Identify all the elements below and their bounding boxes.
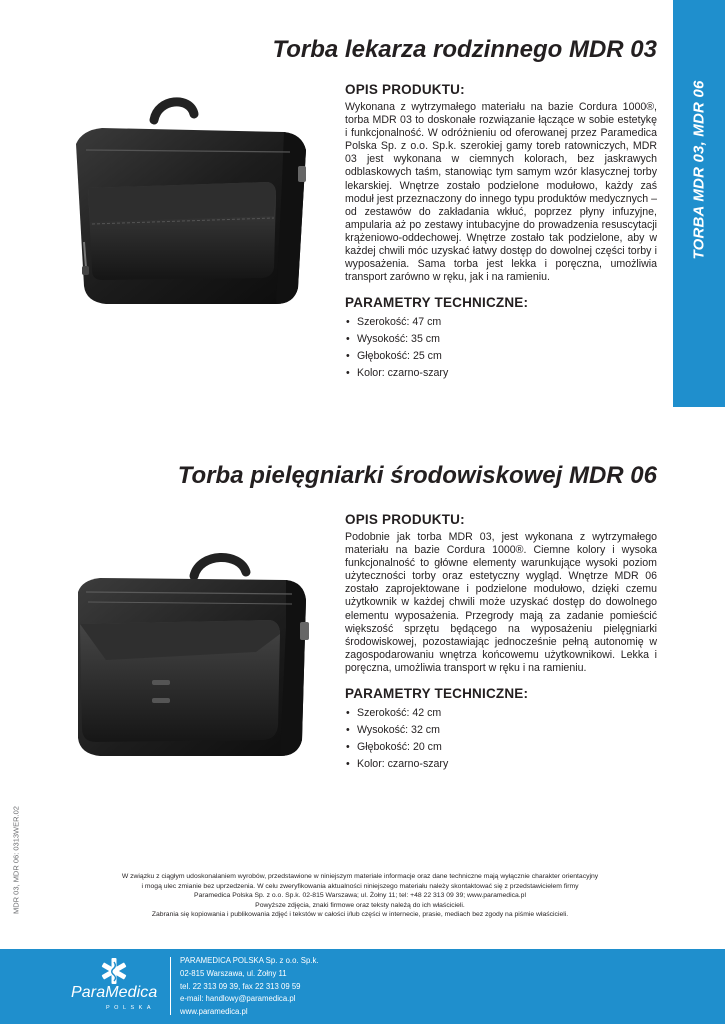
product-1-description-heading: OPIS PRODUKTU: <box>345 82 465 97</box>
param-width: • Szerokość: 47 cm <box>345 314 657 331</box>
side-tab <box>673 0 725 407</box>
product-2-bag-image <box>60 548 328 764</box>
param-color: • Kolor: czarno-szary <box>345 365 657 382</box>
param-depth: • Głębokość: 25 cm <box>345 348 657 365</box>
product-2-description-heading: OPIS PRODUKTU: <box>345 512 465 527</box>
param-depth: • Głębokość: 20 cm <box>345 739 657 756</box>
logo-wordmark: ParaMedica <box>71 984 158 1001</box>
footer-divider <box>170 957 171 1015</box>
product-1-info <box>345 82 657 382</box>
product-1-bag-image <box>62 92 326 314</box>
param-width: • Szerokość: 42 cm <box>345 705 657 722</box>
product-1-params-list <box>345 314 657 382</box>
contact-block <box>180 955 319 1019</box>
param-height: • Wysokość: 35 cm <box>345 331 657 348</box>
param-color: • Kolor: czarno-szary <box>345 756 657 773</box>
document-code: MDR 03, MDR 06: 0313WER.02 <box>11 806 21 914</box>
company-name: PARAMEDICA POLSKA Sp. z o.o. Sp.k. <box>180 956 319 965</box>
product-2-params-heading: PARAMETRY TECHNICZNE: <box>345 686 529 702</box>
footer <box>0 949 725 1024</box>
product-2-title: Torba pielęgniarki środowiskowej MDR 06 <box>177 462 657 489</box>
product-2-params-list <box>345 705 657 773</box>
star-of-life-icon <box>100 957 128 985</box>
product-1-params-heading: PARAMETRY TECHNICZNE: <box>345 295 529 311</box>
product-2-description: Podobnie jak torba MDR 03, jest wykonana z wytrzymałego materiału na bazie Cordura 1000®. Ciemne kolory i wysoka funkcjonalność to główne elementy warunkujące wysoki poziom użyteczności torby oraz estetyczny wygląd. Wnętrze MDR 06 zostało zaprojektowane i podzielone modułowo, dzięki czemu użytkownik w każdej chwili może uzyskać dostęp do dowolnego elementu wyposażenia. Przegrody mają za zadanie pomieścić większość sprzętu będącego na wyposażeniu pielęgniarki środowiskowej, pozostawiając jednocześnie pełną autonomię w zagospodarowaniu wnętrza końcowemu użytkownikowi. Lekka i poręczna, umożliwia transport w ręku i na ramieniu. <box>345 531 657 674</box>
product-1-description: Wykonana z wytrzymałego materiału na bazie Cordura 1000®, torba MDR 03 to doskonałe rozwiązanie łączące w sobie estetykę i funkcjonalność. W odróżnieniu od oferowanej przez Paramedica Polska Sp. z o.o. Sp.k. szerokiej gamy toreb ratowniczych, MDR 03 jest wykonana w ciemnych kolorach, bez jaskrawych odblaskowych taśm, stanowiąc tym samym wzór klasycznej torby lekarskiej. Wnętrze zostało podzielone modułowo, każdy zaś moduł jest przeznaczony do innego typu produktów medycznych – od zestawów do zakładania wkłuć, poprzez płyny infuzyjne, ampularia aż po zestawy intubacyjne do prowadzenia resuscytacji krążeniowo-oddechowej. Wnętrze zostało tak podzielone, aby w każdej chwili móc uzyskać łatwy dostęp do dowolnej części torby i wyposażenia. Sama torba jest lekka i poręczna, umożliwia transport zarówno w ręku, jak i na ramieniu. <box>345 101 657 284</box>
disclaimer-line: W związku z ciągłym udoskonalaniem wyrobów, przedstawione w niniejszym materiale informacje oraz dane techniczne mają wyłącznie charakter orientacyjny <box>121 873 599 880</box>
company-website-link[interactable]: www.paramedica.pl <box>180 1007 248 1017</box>
company-address: 02-815 Warszawa, ul. Żołny 11 <box>180 968 287 978</box>
disclaimer <box>80 872 640 920</box>
company-email-link[interactable]: e-mail: handlowy@paramedica.pl <box>180 994 296 1004</box>
side-tab-label: TORBA MDR 03, MDR 06 <box>690 80 708 260</box>
disclaimer-line: i mogą ulec zmianie bez uprzedzenia. W celu zweryfikowania aktualności niniejszego materiału należy skontaktować się z przedstawicielem firmy <box>141 882 579 890</box>
product-1-title: Torba lekarza rodzinnego MDR 03 <box>272 36 657 63</box>
company-phone: tel. 22 313 09 39, fax 22 313 09 59 <box>180 981 301 991</box>
product-2-info <box>345 512 657 773</box>
disclaimer-line: Zabrania się kopiowania i publikowania zdjęć i tekstów w całości i/lub części w internecie, prasie, mediach bez zgody na piśmie właścicieli. <box>151 911 569 919</box>
disclaimer-line: Paramedica Polska Sp. z o.o. Sp.k. 02-815 Warszawa; ul. Żołny 11; tel: +48 22 313 09 39; www.paramedica.pl <box>194 892 526 900</box>
param-height: • Wysokość: 32 cm <box>345 722 657 739</box>
disclaimer-line: Powyższe zdjęcia, znaki firmowe oraz teksty należą do ich właścicieli. <box>255 901 465 909</box>
logo-subtitle: POLSKA <box>106 1005 156 1011</box>
